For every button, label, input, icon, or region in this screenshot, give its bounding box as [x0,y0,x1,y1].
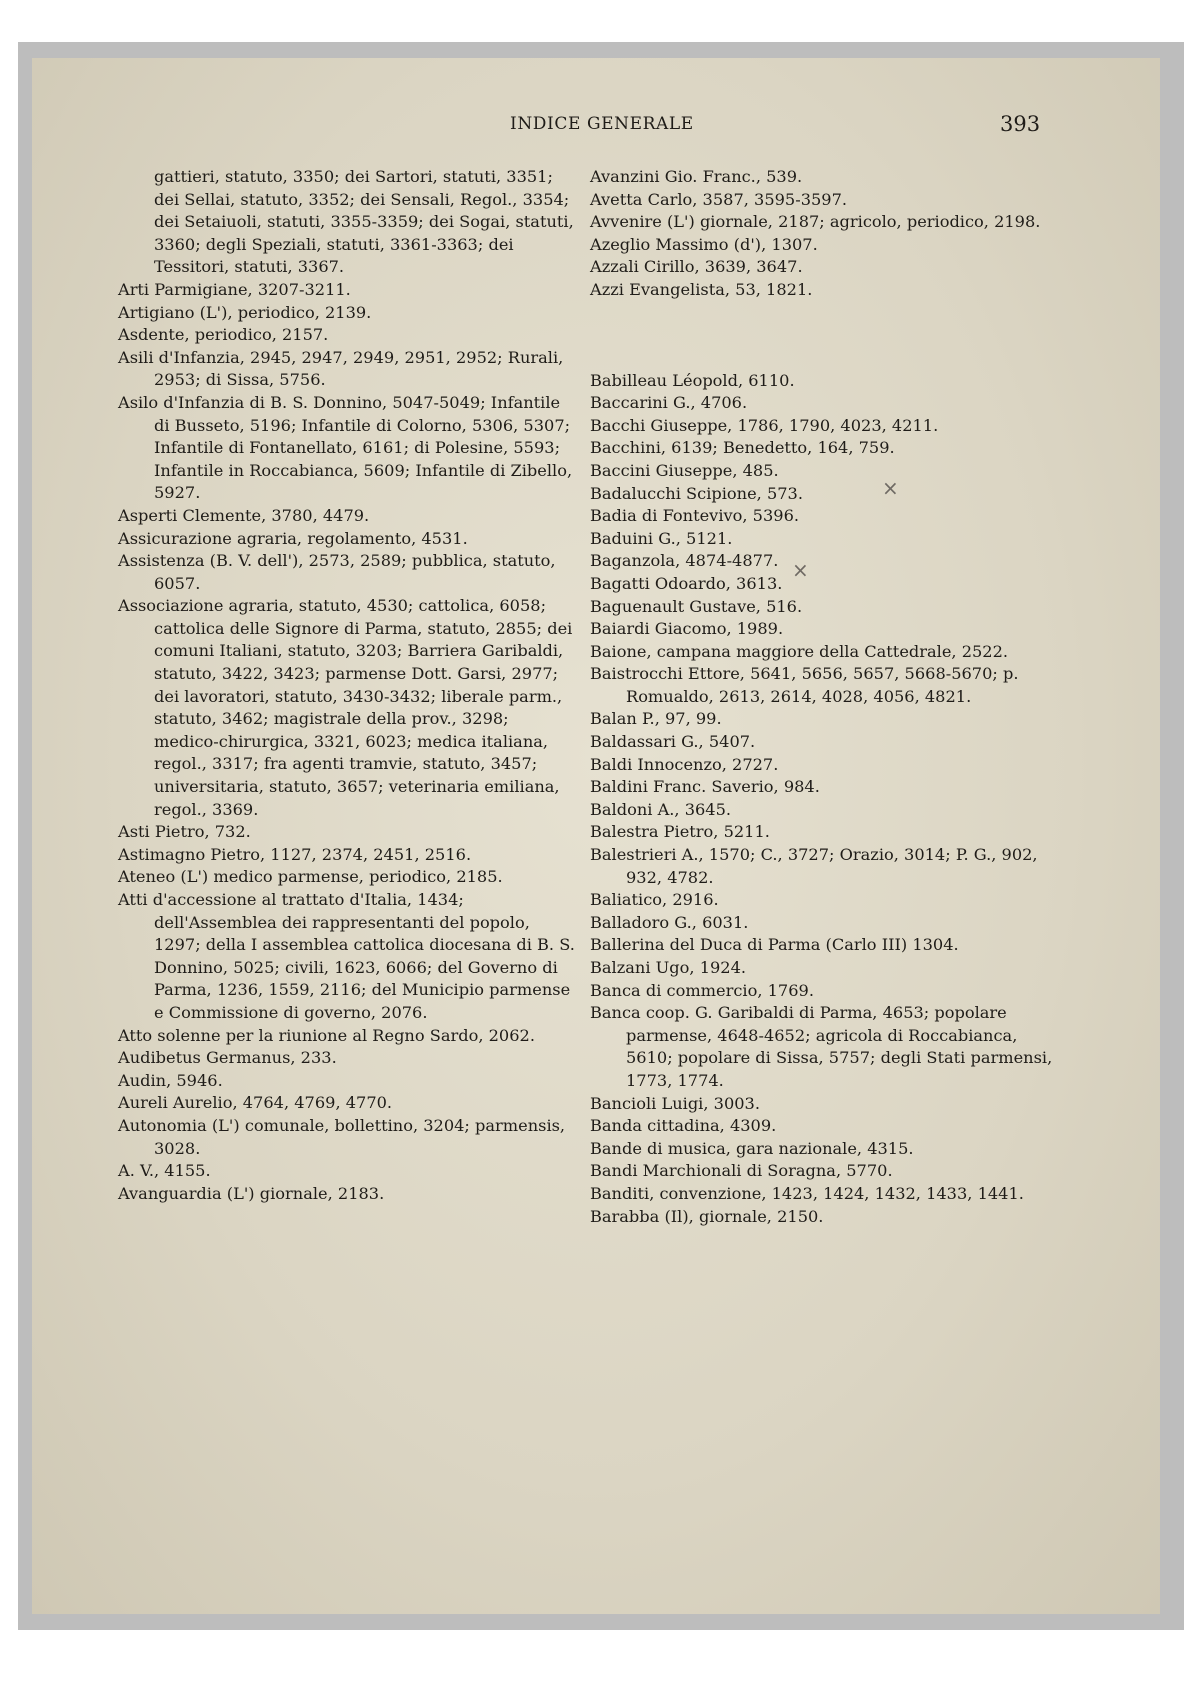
index-entry: Badalucchi Scipione, 573. [590,483,803,503]
index-entry: A. V., 4155. [118,1161,211,1181]
index-entry: Asperti Clemente, 3780, 4479. [118,505,370,525]
index-entry: Bandi Marchionali di Soragna, 5770. [590,1161,893,1181]
index-entry: Associazione agraria, statuto, 4530; cattolica, 6058; cattolica delle Signore di Parma, statuto, 2855; dei comuni Italiani, statuto, 3203; Barriera Garibaldi, statuto, 3422, 3423; parmense Dott. Garsi, 2977; dei lavoratori, statuto, 3430-3432; liberale parm., statuto, 3462; magistrale della prov., 3298; medico-chirurgica, 3321, 6023; medica italiana, regol., 3317; fra agenti tramvie, statuto, 3457; universitaria, statuto, 3657; veterinaria emiliana, regol., 3369. [118,596,573,819]
page-header [32,114,1160,138]
index-entry: Aureli Aurelio, 4764, 4769, 4770. [118,1093,393,1113]
index-entry: Azeglio Massimo (d'), 1307. [590,234,818,254]
index-entry: Banca coop. G. Garibaldi di Parma, 4653; popolare parmense, 4648-4652; agricola di Roccabianca, 5610; popolare di Sissa, 5757; degli Stati parmensi, 1773, 1774. [590,1003,1053,1090]
index-entry: gattieri, statuto, 3350; dei Sartori, statuti, 3351; dei Sellai, statuto, 3352; dei Sensali, Regol., 3354; dei Setaiuoli, statuti, 3355-3359; dei Sogai, statuti, 3360; degli Speziali, statuti, 3361-3363; dei Tessitori, statuti, 3367. [154,167,574,277]
index-entry: Ballerina del Duca di Parma (Carlo III) 1304. [590,935,959,955]
index-entry: Azzali Cirillo, 3639, 3647. [590,257,803,277]
index-entry: Astimagno Pietro, 1127, 2374, 2451, 2516. [118,844,472,864]
index-entry: Assistenza (B. V. dell'), 2573, 2589; pubblica, statuto, 6057. [118,551,556,593]
index-entry: Baduini G., 5121. [590,528,733,548]
running-title: INDICE GENERALE [510,114,694,134]
index-entry: Bancioli Luigi, 3003. [590,1093,760,1113]
pencil-cross-mark: × [792,558,809,582]
index-entry: Banditi, convenzione, 1423, 1424, 1432, 1433, 1441. [590,1183,1024,1203]
index-entry: Baiardi Giacomo, 1989. [590,619,784,639]
index-entry: Avetta Carlo, 3587, 3595-3597. [590,189,848,209]
index-entry: Asili d'Infanzia, 2945, 2947, 2949, 2951, 2952; Rurali, 2953; di Sissa, 5756. [118,347,564,390]
index-entry: Balan P., 97, 99. [590,709,722,729]
index-entry: Badia di Fontevivo, 5396. [590,506,800,526]
index-entry: Baldini Franc. Saverio, 984. [590,777,820,797]
index-entry: Artigiano (L'), periodico, 2139. [118,302,372,322]
index-entry: Barabba (Il), giornale, 2150. [590,1206,824,1226]
letter-section-gap [590,302,1060,370]
index-entry: Bagatti Odoardo, 3613. [590,573,783,593]
index-entry: Baliatico, 2916. [590,890,719,910]
index-column-left [118,166,578,1205]
index-entry: Baldassari G., 5407. [590,732,756,752]
index-entry: Balladoro G., 6031. [590,912,749,932]
index-group-av-az [590,166,1060,302]
index-entry: Balestrieri A., 1570; C., 3727; Orazio, 3014; P. G., 902, 932, 4782. [590,845,1038,887]
index-entry: Baistrocchi Ettore, 5641, 5656, 5657, 5668-5670; p. Romualdo, 2613, 2614, 4028, 4056, 4821. [590,664,1019,706]
index-entry: Avanzini Gio. Franc., 539. [590,167,803,186]
index-entry: Avanguardia (L') giornale, 2183. [118,1183,385,1203]
index-entry: Bacchi Giuseppe, 1786, 1790, 4023, 4211. [590,415,939,435]
index-entry: Assicurazione agraria, regolamento, 4531. [118,528,468,548]
index-entry: Atto solenne per la riunione al Regno Sardo, 2062. [118,1025,535,1045]
index-entry: Bande di musica, gara nazionale, 4315. [590,1138,914,1158]
book-page [32,58,1160,1614]
index-entry: Ateneo (L') medico parmense, periodico, 2185. [118,867,503,887]
index-entry: Asti Pietro, 732. [118,822,251,842]
page-number: 393 [1000,112,1041,136]
index-entry: Asilo d'Infanzia di B. S. Donnino, 5047-5049; Infantile di Busseto, 5196; Infantile di Colorno, 5306, 5307; Infantile di Fontanellato, 6161; di Polesine, 5593; Infantile in Roccabianca, 5609; Infantile di Zibello, 5927. [118,392,573,503]
index-entry: Baganzola, 4874-4877. [590,551,779,571]
index-entry: Baldi Innocenzo, 2727. [590,754,779,774]
index-entry: Baldoni A., 3645. [590,799,732,819]
index-entry: Avvenire (L') giornale, 2187; agricolo, periodico, 2198. [590,212,1041,232]
index-column-right [590,166,1060,1228]
index-entry: Audin, 5946. [118,1070,223,1090]
index-entry: Atti d'accessione al trattato d'Italia, 1434; dell'Assemblea dei rappresentanti del popolo, 1297; della I assemblea cattolica diocesana di B. S. Donnino, 5025; civili, 1623, 6066; del Governo di Parma, 1236, 1559, 2116; del Municipio parmense e Commissione di governo, 2076. [118,890,575,1022]
index-entry: Babilleau Léopold, 6110. [590,370,795,390]
index-entry: Banda cittadina, 4309. [590,1116,777,1136]
index-entry: Asdente, periodico, 2157. [118,325,329,345]
index-entry: Bacchini, 6139; Benedetto, 164, 759. [590,438,895,458]
index-entry: Baguenault Gustave, 516. [590,596,803,616]
index-entry: Baccini Giuseppe, 485. [590,460,779,480]
index-entry: Baccarini G., 4706. [590,393,748,413]
index-entry: Autonomia (L') comunale, bollettino, 3204; parmensis, 3028. [118,1115,566,1158]
index-entry: Arti Parmigiane, 3207-3211. [118,279,351,299]
index-entry: Balestra Pietro, 5211. [590,822,770,842]
pencil-cross-mark: × [882,476,899,500]
index-entry: Banca di commercio, 1769. [590,980,814,1000]
index-entry: Azzi Evangelista, 53, 1821. [590,279,813,299]
index-entry: Baione, campana maggiore della Cattedrale, 2522. [590,641,1009,661]
index-entry: Balzani Ugo, 1924. [590,958,747,977]
index-group-b [590,370,1060,1229]
index-entry: Audibetus Germanus, 233. [118,1048,337,1068]
